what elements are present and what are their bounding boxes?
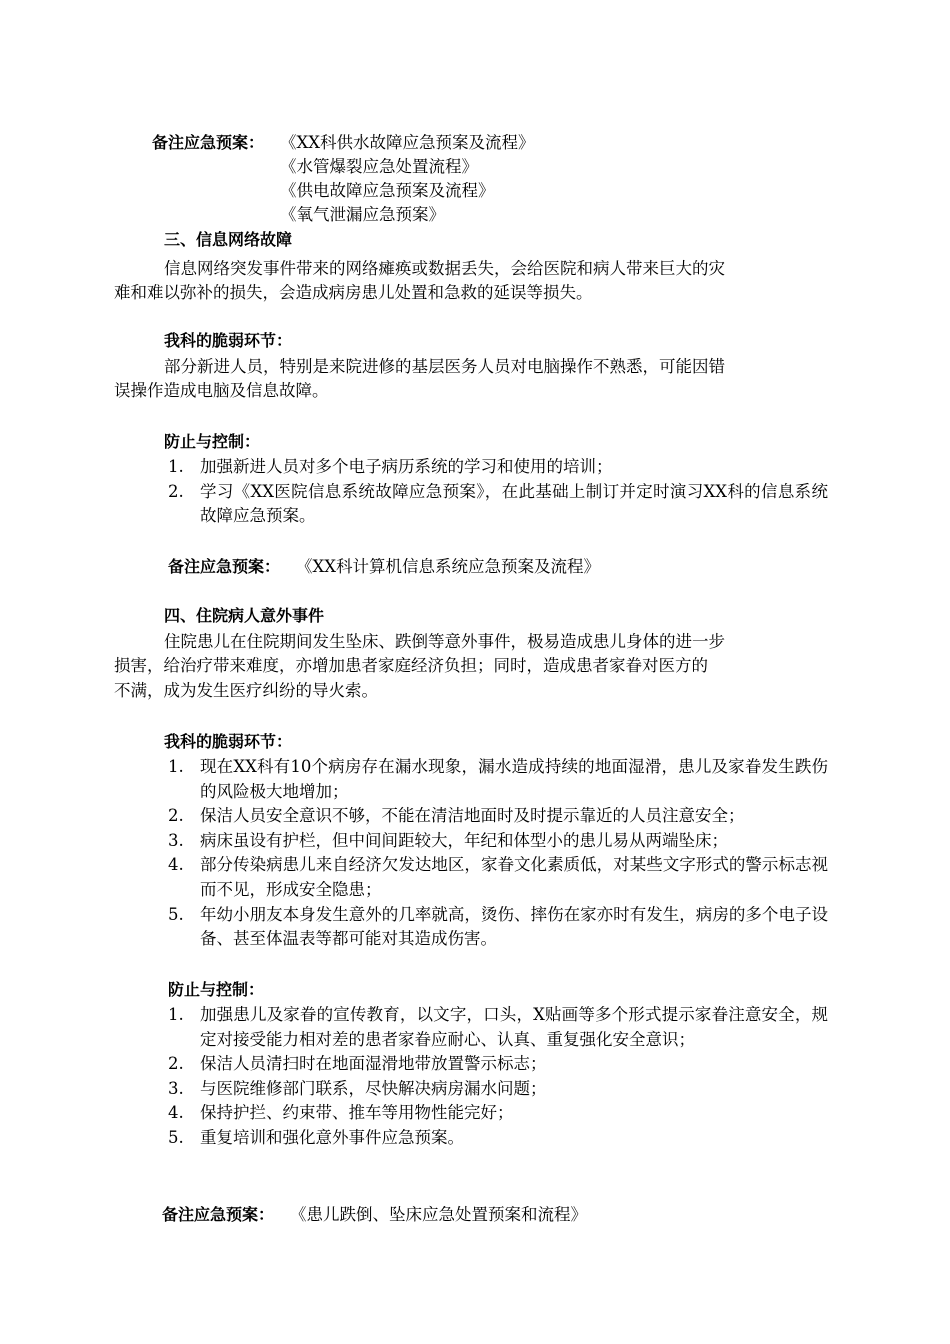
paragraph-line: 部分新进人员，特别是来院进修的基层医务人员对电脑操作不熟悉，可能因错 <box>164 357 725 376</box>
plan-title: 《水管爆裂应急处置流程》 <box>280 157 478 176</box>
paragraph-line: 误操作造成电脑及信息故障。 <box>114 381 329 400</box>
subheading: 我科的脆弱环节： <box>164 331 293 350</box>
list-item: 3. 病床虽设有护栏，但中间间距较大，年纪和体型小的患儿易从两端坠床； <box>168 830 728 850</box>
list-item: 2. 保洁人员安全意识不够，不能在清洁地面时及时提示靠近的人员注意安全； <box>168 806 745 826</box>
plan-title: 《患儿跌倒、坠床应急处置预案和流程》 <box>290 1205 587 1224</box>
note-label: 备注应急预案： <box>152 133 265 152</box>
note-label: 备注应急预案： <box>168 557 281 576</box>
plan-title: 《XX科计算机信息系统应急预案及流程》 <box>296 557 600 576</box>
prevent-list <box>164 1003 828 1151</box>
plan-title: 《供电故障应急预案及流程》 <box>280 181 495 200</box>
list-item: 2. 学习《XX医院信息系统故障应急预案》，在此基础上制订并定时演习XX科的信息系统故障应急预案。 <box>168 481 828 526</box>
list-item: 1. 现在XX科有10个病房存在漏水现象，漏水造成持续的地面湿滑，患儿及家眷发生跌伤的风险极大地增加； <box>168 757 828 801</box>
subheading: 我科的脆弱环节： <box>164 732 293 751</box>
list-item: 3. 与医院维修部门联系，尽快解决病房漏水问题； <box>168 1078 547 1098</box>
note-label: 备注应急预案： <box>162 1205 275 1224</box>
section-heading: 四、住院病人意外事件 <box>164 606 325 625</box>
list-item: 4. 保持护拦、约束带、推车等用物性能完好； <box>168 1103 514 1123</box>
paragraph-line: 难和难以弥补的损失，会造成病房患儿处置和急救的延误等损失。 <box>114 283 593 302</box>
subheading: 防止与控制： <box>168 980 265 999</box>
list-item: 5. 年幼小朋友本身发生意外的几率就高，烫伤、摔伤在家亦时有发生，病房的多个电子设备、甚至体温表等都可能对其造成伤害。 <box>168 904 828 949</box>
list-item: 1. 加强新进人员对多个电子病历系统的学习和使用的培训； <box>168 457 613 476</box>
subheading: 防止与控制： <box>164 432 261 451</box>
paragraph-line: 损害，给治疗带来难度，亦增加患者家庭经济负担；同时，造成患者家眷对医方的 <box>114 656 708 675</box>
prevent-list <box>164 455 828 529</box>
list-item: 4. 部分传染病患儿来自经济欠发达地区，家眷文化素质低，对某些文字形式的警示标志视而不见，形成安全隐患； <box>168 855 828 899</box>
plan-title: 《氧气泄漏应急预案》 <box>280 205 445 224</box>
paragraph-line: 住院患儿在住院期间发生坠床、跌倒等意外事件，极易造成患儿身体的进一步 <box>164 632 725 651</box>
list-item: 5. 重复培训和强化意外事件应急预案。 <box>168 1127 464 1147</box>
paragraph-line: 信息网络突发事件带来的网络瘫痪或数据丢失，会给医院和病人带来巨大的灾 <box>164 259 725 278</box>
section-heading: 三、信息网络故障 <box>164 230 293 249</box>
list-item: 1. 加强患儿及家眷的宣传教育，以文字，口头，X贴画等多个形式提示家眷注意安全，规定对接受能力相对差的患者家眷应耐心、认真、重复强化安全意识； <box>168 1005 828 1049</box>
plan-title: 《XX科供水故障应急预案及流程》 <box>280 133 535 152</box>
weak-list <box>164 755 828 952</box>
list-item: 2. 保洁人员清扫时在地面湿滑地带放置警示标志； <box>168 1054 547 1074</box>
paragraph-line: 不满，成为发生医疗纠纷的导火索。 <box>114 681 378 700</box>
